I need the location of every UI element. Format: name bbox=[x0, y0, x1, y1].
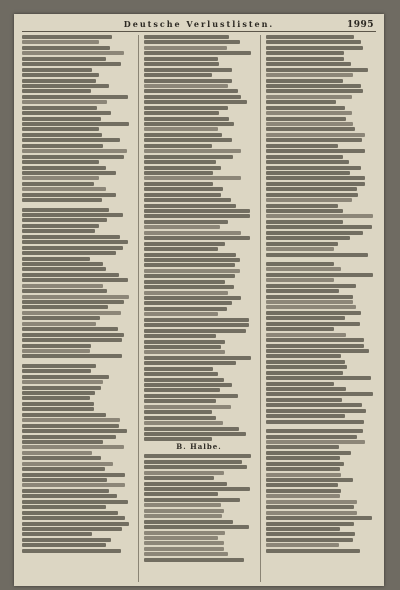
text-line bbox=[22, 51, 124, 55]
text-line bbox=[266, 278, 334, 282]
text-line bbox=[22, 467, 105, 471]
text-line bbox=[266, 225, 372, 229]
text-line bbox=[22, 218, 107, 222]
text-line bbox=[22, 451, 92, 455]
text-line bbox=[144, 388, 220, 392]
text-line bbox=[144, 547, 224, 551]
text-line bbox=[144, 40, 240, 44]
text-line bbox=[144, 476, 214, 480]
text-line bbox=[266, 193, 358, 197]
text-line bbox=[22, 176, 99, 180]
text-line bbox=[144, 471, 224, 475]
text-line bbox=[22, 511, 118, 515]
text-line bbox=[144, 187, 223, 191]
text-line bbox=[22, 380, 103, 384]
text-line bbox=[144, 166, 221, 170]
text-line bbox=[266, 462, 344, 466]
text-line bbox=[266, 57, 344, 61]
text-line bbox=[266, 527, 340, 531]
text-line bbox=[144, 394, 238, 398]
text-line bbox=[266, 371, 343, 375]
text-line bbox=[144, 89, 238, 93]
running-head: Deutsche Verlustlisten. bbox=[123, 19, 275, 29]
text-line bbox=[144, 520, 233, 524]
text-line bbox=[22, 213, 123, 217]
text-line bbox=[22, 229, 95, 233]
text-line bbox=[266, 387, 346, 391]
text-line bbox=[144, 171, 213, 175]
text-line bbox=[266, 127, 355, 131]
text-line bbox=[144, 498, 240, 502]
text-line bbox=[266, 198, 352, 202]
text-line bbox=[266, 35, 354, 39]
text-line bbox=[22, 273, 119, 277]
text-line bbox=[22, 402, 94, 406]
text-line bbox=[144, 312, 218, 316]
text-line bbox=[266, 349, 369, 353]
text-line bbox=[266, 538, 353, 542]
text-line bbox=[144, 280, 225, 284]
text-line bbox=[266, 420, 364, 424]
text-line bbox=[22, 473, 125, 477]
text-line bbox=[22, 440, 103, 444]
text-line bbox=[266, 311, 361, 315]
text-line bbox=[22, 182, 94, 186]
text-line bbox=[266, 220, 343, 224]
text-line bbox=[144, 301, 232, 305]
text-line bbox=[144, 296, 241, 300]
text-line bbox=[22, 95, 128, 99]
text-line bbox=[266, 62, 351, 66]
text-line bbox=[22, 240, 128, 244]
text-line bbox=[266, 284, 356, 288]
text-line bbox=[22, 538, 111, 542]
text-line bbox=[22, 62, 121, 66]
page-number: 1995 bbox=[346, 20, 374, 30]
text-line bbox=[266, 289, 339, 293]
text-line bbox=[22, 445, 124, 449]
text-line bbox=[22, 89, 91, 93]
text-line bbox=[144, 100, 247, 104]
text-line bbox=[22, 522, 129, 526]
text-line bbox=[266, 209, 343, 213]
text-line bbox=[144, 57, 218, 61]
text-line bbox=[144, 95, 241, 99]
text-line bbox=[22, 122, 129, 126]
text-line bbox=[144, 410, 212, 414]
text-line bbox=[266, 73, 353, 77]
text-line bbox=[144, 285, 234, 289]
text-line bbox=[266, 440, 365, 444]
text-line bbox=[22, 127, 99, 131]
text-line bbox=[144, 106, 228, 110]
text-line bbox=[266, 187, 357, 191]
text-line bbox=[144, 460, 242, 464]
text-line bbox=[144, 193, 221, 197]
text-line bbox=[144, 465, 247, 469]
text-line bbox=[144, 242, 225, 246]
text-line bbox=[144, 149, 241, 153]
text-line bbox=[144, 111, 219, 115]
text-line bbox=[266, 214, 373, 218]
text-line bbox=[144, 46, 227, 50]
text-line bbox=[22, 262, 103, 266]
text-line bbox=[22, 155, 124, 159]
text-line bbox=[144, 247, 218, 251]
text-line bbox=[22, 333, 124, 337]
text-line bbox=[22, 111, 111, 115]
text-line bbox=[22, 278, 128, 282]
text-line bbox=[266, 435, 357, 439]
text-line bbox=[266, 327, 334, 331]
text-line bbox=[144, 144, 212, 148]
text-line bbox=[144, 274, 235, 278]
text-line bbox=[144, 383, 232, 387]
text-line bbox=[266, 204, 338, 208]
text-line bbox=[266, 166, 361, 170]
text-line bbox=[266, 414, 345, 418]
text-line bbox=[22, 117, 101, 121]
text-line bbox=[144, 367, 213, 371]
text-line bbox=[22, 171, 116, 175]
text-line bbox=[266, 236, 350, 240]
text-line bbox=[22, 354, 122, 358]
text-line bbox=[266, 144, 338, 148]
text-line bbox=[22, 289, 107, 293]
text-line bbox=[22, 516, 125, 520]
text-line bbox=[22, 478, 107, 482]
text-line bbox=[144, 122, 234, 126]
text-line bbox=[266, 149, 365, 153]
text-line bbox=[22, 494, 117, 498]
text-line bbox=[266, 532, 355, 536]
text-line bbox=[22, 311, 121, 315]
text-line bbox=[266, 106, 345, 110]
text-line bbox=[144, 492, 218, 496]
text-line bbox=[22, 73, 99, 77]
text-line bbox=[266, 242, 338, 246]
text-line bbox=[22, 322, 96, 326]
text-line bbox=[266, 549, 360, 553]
text-line bbox=[266, 516, 372, 520]
text-line bbox=[266, 231, 363, 235]
text-line bbox=[144, 558, 244, 562]
text-line bbox=[22, 284, 103, 288]
text-line bbox=[22, 344, 91, 348]
text-line bbox=[144, 204, 236, 208]
text-line bbox=[144, 514, 222, 518]
text-line bbox=[266, 365, 347, 369]
text-line bbox=[22, 149, 127, 153]
text-line bbox=[266, 338, 364, 342]
text-line bbox=[22, 429, 127, 433]
text-line bbox=[144, 236, 250, 240]
text-line bbox=[22, 327, 118, 331]
text-line bbox=[266, 273, 373, 277]
text-line bbox=[144, 399, 216, 403]
text-line bbox=[266, 171, 350, 175]
text-line bbox=[144, 138, 232, 142]
text-line bbox=[144, 525, 249, 529]
paragraph-gap bbox=[22, 204, 132, 208]
text-line bbox=[266, 111, 352, 115]
text-line bbox=[266, 409, 366, 413]
text-line bbox=[22, 144, 103, 148]
text-line bbox=[266, 382, 334, 386]
text-line bbox=[266, 483, 338, 487]
text-line bbox=[266, 117, 346, 121]
text-line bbox=[22, 84, 109, 88]
text-line bbox=[266, 445, 339, 449]
text-line bbox=[22, 500, 128, 504]
text-line bbox=[266, 522, 354, 526]
text-line bbox=[144, 68, 232, 72]
text-line bbox=[144, 84, 228, 88]
text-line bbox=[266, 51, 344, 55]
text-line bbox=[144, 432, 246, 436]
text-line bbox=[266, 473, 341, 477]
text-line bbox=[144, 323, 249, 327]
text-line bbox=[266, 262, 334, 266]
text-line bbox=[22, 79, 96, 83]
text-line bbox=[266, 122, 353, 126]
text-line bbox=[144, 350, 225, 354]
text-line bbox=[22, 198, 102, 202]
text-line bbox=[266, 344, 364, 348]
text-line bbox=[266, 95, 352, 99]
text-line bbox=[144, 160, 216, 164]
text-line bbox=[22, 407, 94, 411]
text-line bbox=[266, 267, 341, 271]
text-line bbox=[22, 386, 101, 390]
text-line bbox=[22, 251, 116, 255]
text-line bbox=[144, 421, 223, 425]
text-line bbox=[144, 258, 240, 262]
text-line bbox=[144, 117, 229, 121]
text-line bbox=[144, 536, 218, 540]
text-line bbox=[144, 541, 224, 545]
text-line bbox=[144, 334, 216, 338]
text-line bbox=[22, 532, 92, 536]
text-line bbox=[22, 235, 120, 239]
text-line bbox=[22, 100, 107, 104]
text-line bbox=[144, 51, 251, 55]
text-line bbox=[144, 176, 241, 180]
text-line bbox=[266, 456, 340, 460]
text-line bbox=[144, 361, 236, 365]
text-line bbox=[266, 543, 339, 547]
text-line bbox=[144, 405, 231, 409]
text-line bbox=[266, 478, 353, 482]
text-line bbox=[144, 482, 227, 486]
text-line bbox=[266, 40, 361, 44]
text-line bbox=[266, 376, 371, 380]
text-line bbox=[266, 79, 343, 83]
text-line bbox=[22, 224, 99, 228]
text-line bbox=[144, 269, 240, 273]
text-line bbox=[144, 356, 251, 360]
text-line bbox=[266, 253, 368, 257]
text-line bbox=[22, 369, 91, 373]
text-line bbox=[266, 360, 345, 364]
text-line bbox=[266, 46, 363, 50]
header-rule bbox=[22, 31, 376, 32]
text-line bbox=[144, 198, 231, 202]
text-line bbox=[22, 166, 106, 170]
text-line bbox=[266, 392, 373, 396]
text-line bbox=[266, 403, 362, 407]
text-line bbox=[22, 138, 120, 142]
text-line bbox=[266, 322, 360, 326]
text-line bbox=[22, 300, 124, 304]
text-line bbox=[266, 176, 365, 180]
text-line bbox=[22, 208, 109, 212]
text-line bbox=[22, 160, 99, 164]
text-line bbox=[144, 378, 224, 382]
text-line bbox=[144, 437, 212, 441]
text-line bbox=[22, 489, 109, 493]
text-line bbox=[266, 182, 365, 186]
text-line bbox=[266, 305, 356, 309]
text-line bbox=[266, 316, 345, 320]
text-line bbox=[266, 295, 353, 299]
text-line bbox=[22, 193, 116, 197]
text-line bbox=[22, 40, 99, 44]
text-line bbox=[22, 349, 90, 353]
text-line bbox=[266, 354, 341, 358]
text-line bbox=[144, 73, 212, 77]
text-line bbox=[144, 253, 236, 257]
text-line bbox=[22, 435, 116, 439]
text-line bbox=[22, 267, 106, 271]
text-line bbox=[22, 133, 102, 137]
text-line bbox=[144, 427, 239, 431]
text-line bbox=[22, 68, 92, 72]
text-line bbox=[144, 127, 218, 131]
text-columns bbox=[22, 35, 376, 582]
text-line bbox=[144, 220, 228, 224]
text-line bbox=[144, 291, 228, 295]
column-middle bbox=[138, 35, 254, 582]
text-line bbox=[144, 133, 222, 137]
text-line bbox=[22, 316, 100, 320]
text-line bbox=[266, 489, 341, 493]
text-line bbox=[22, 246, 123, 250]
text-line bbox=[22, 295, 129, 299]
text-line bbox=[144, 340, 225, 344]
text-line bbox=[144, 531, 225, 535]
text-line bbox=[266, 511, 357, 515]
text-line bbox=[22, 413, 106, 417]
text-line bbox=[144, 307, 227, 311]
text-line bbox=[22, 257, 90, 261]
text-line bbox=[144, 214, 250, 218]
text-line bbox=[144, 155, 233, 159]
text-line bbox=[144, 454, 251, 458]
text-line bbox=[22, 418, 120, 422]
text-line bbox=[266, 467, 340, 471]
text-line bbox=[144, 263, 235, 267]
text-line bbox=[22, 57, 106, 61]
text-line bbox=[22, 375, 109, 379]
text-line bbox=[266, 100, 336, 104]
text-line bbox=[22, 305, 108, 309]
text-line bbox=[22, 391, 95, 395]
text-line bbox=[22, 46, 110, 50]
text-line bbox=[266, 138, 362, 142]
text-line bbox=[144, 552, 228, 556]
text-line bbox=[22, 483, 125, 487]
text-line bbox=[266, 333, 346, 337]
text-line bbox=[144, 318, 249, 322]
text-line bbox=[144, 182, 213, 186]
text-line bbox=[22, 505, 106, 509]
text-line bbox=[22, 549, 121, 553]
text-line bbox=[144, 62, 219, 66]
column-left bbox=[22, 35, 132, 582]
text-line bbox=[22, 456, 101, 460]
text-line bbox=[144, 209, 250, 213]
text-line bbox=[266, 133, 365, 137]
text-line bbox=[266, 505, 354, 509]
text-line bbox=[266, 247, 334, 251]
text-line bbox=[22, 364, 96, 368]
text-line bbox=[22, 106, 97, 110]
text-line bbox=[144, 487, 250, 491]
text-line bbox=[144, 329, 246, 333]
text-line bbox=[22, 462, 113, 466]
text-line bbox=[144, 416, 216, 420]
text-line bbox=[266, 300, 353, 304]
text-line bbox=[266, 155, 343, 159]
text-line bbox=[22, 424, 119, 428]
column-right bbox=[260, 35, 376, 582]
text-line bbox=[266, 89, 363, 93]
text-line bbox=[266, 494, 340, 498]
section-heading: B. Halbe. bbox=[176, 442, 222, 452]
text-line bbox=[266, 500, 357, 504]
text-line bbox=[266, 84, 361, 88]
text-line bbox=[144, 503, 221, 507]
text-line bbox=[144, 231, 241, 235]
text-line bbox=[266, 451, 351, 455]
text-line bbox=[22, 527, 122, 531]
text-line bbox=[144, 509, 224, 513]
text-line bbox=[266, 429, 363, 433]
text-line bbox=[22, 338, 122, 342]
text-line bbox=[22, 396, 90, 400]
text-line bbox=[144, 35, 229, 39]
text-line bbox=[266, 398, 342, 402]
text-line bbox=[22, 35, 112, 39]
text-line bbox=[22, 543, 106, 547]
text-line bbox=[22, 187, 106, 191]
text-line bbox=[144, 345, 221, 349]
text-line bbox=[266, 68, 368, 72]
text-line bbox=[144, 79, 232, 83]
newspaper-page bbox=[14, 14, 384, 586]
text-line bbox=[144, 225, 220, 229]
text-line bbox=[144, 372, 218, 376]
text-line bbox=[266, 160, 349, 164]
